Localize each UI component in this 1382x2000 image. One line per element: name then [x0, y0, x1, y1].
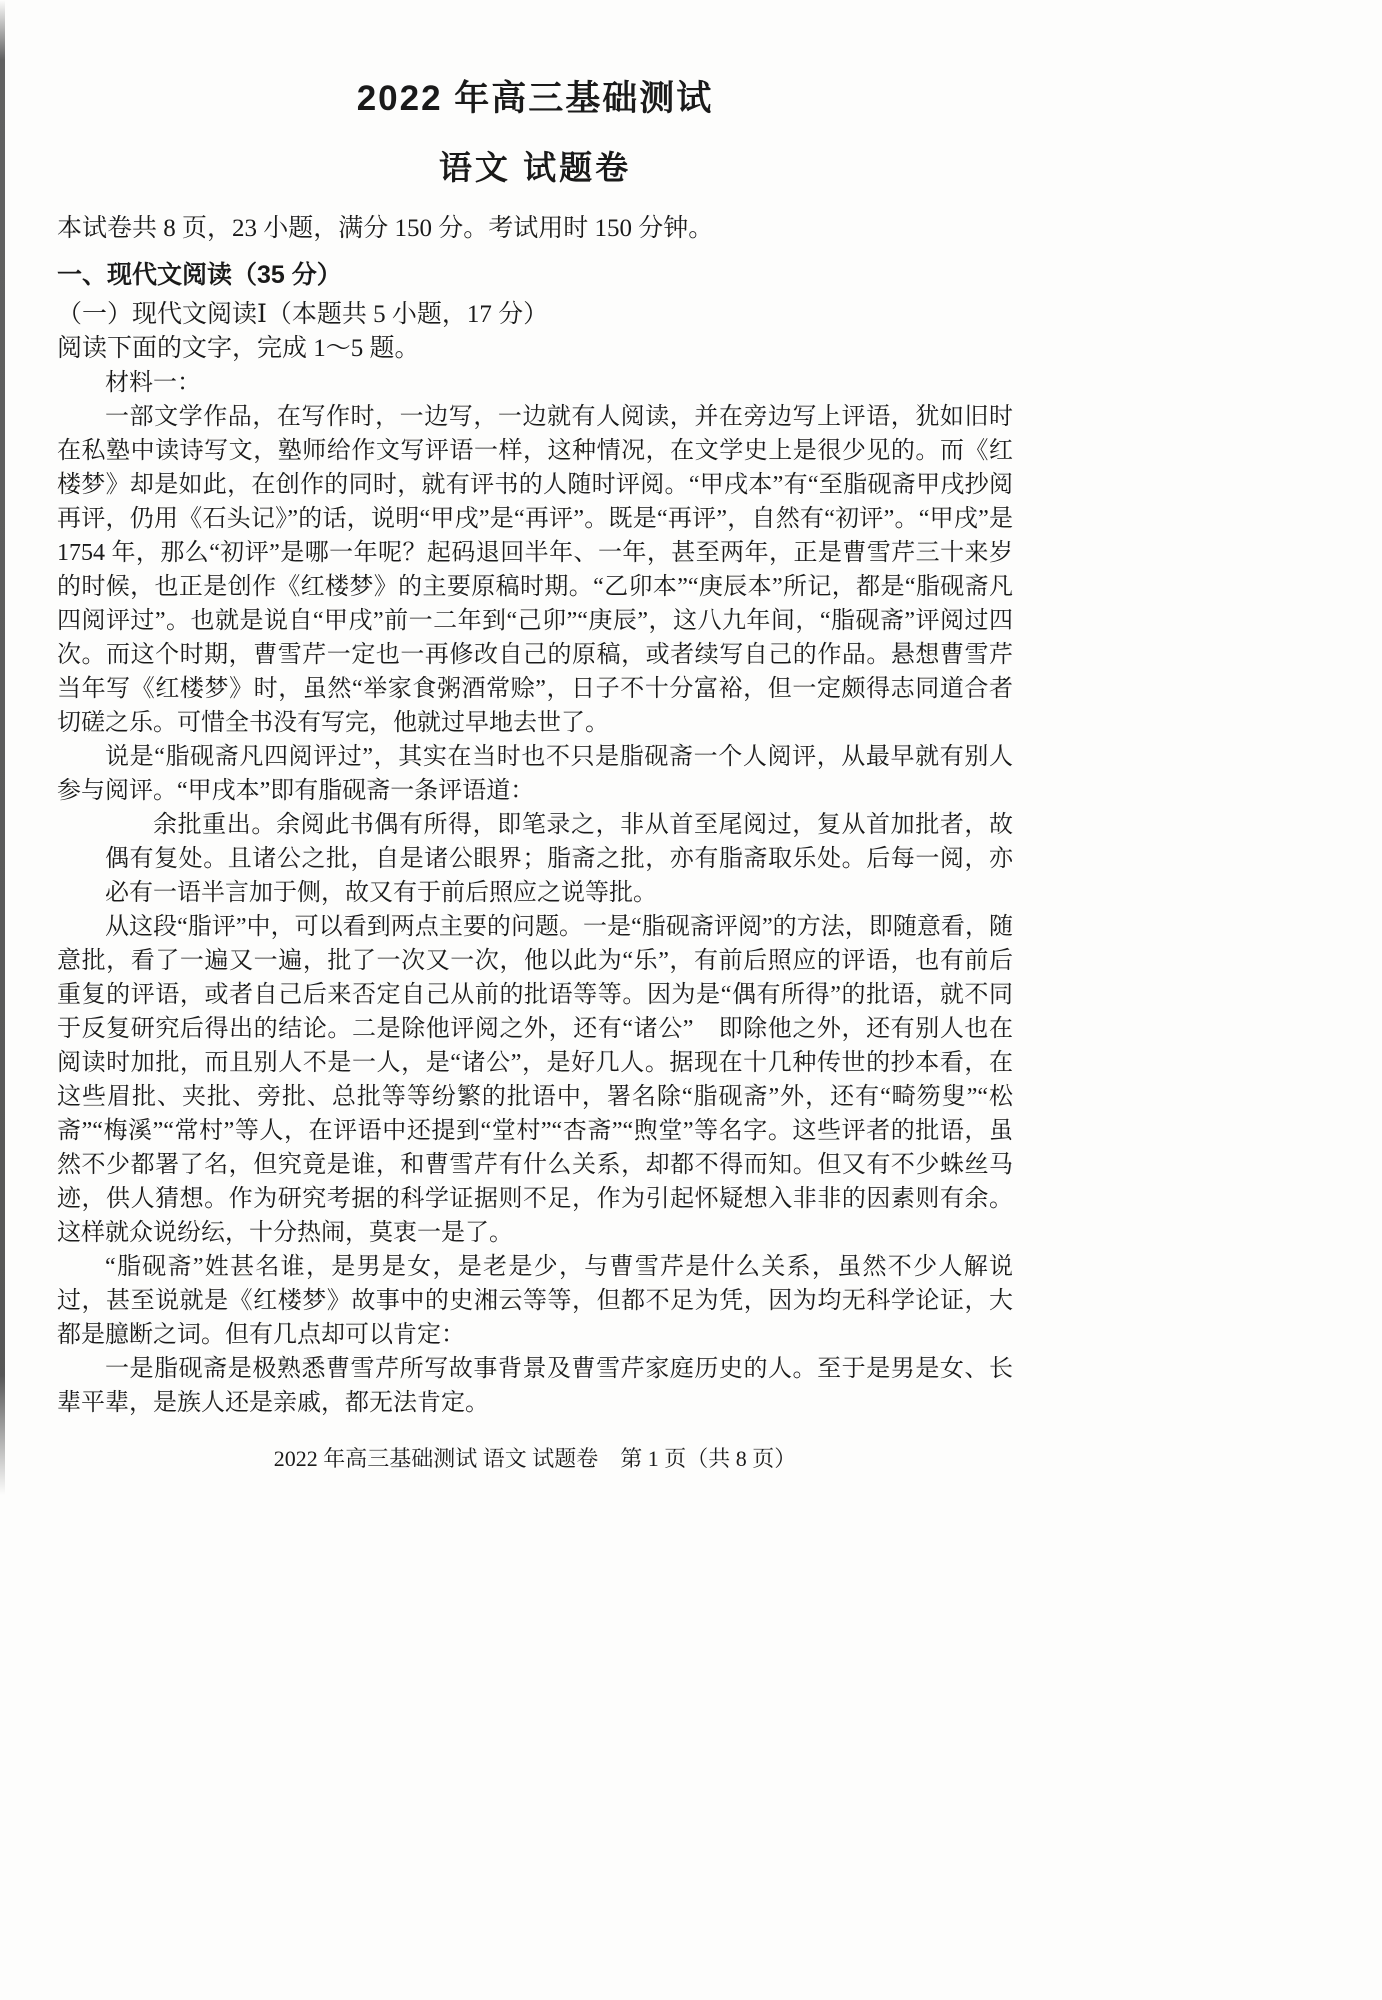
- paragraph-4: “脂砚斋”姓甚名谁，是男是女，是老是少，与曹雪芹是什么关系，虽然不少人解说过，甚至说就是《红楼梦》故事中的史湘云等等，但都不足为凭，因为均无科学论证，大都是臆断之词。但有几点却可以肯定：: [57, 1254, 1013, 1348]
- exam-info-line: 本试卷共 8 页，23 小题，满分 150 分。考试用时 150 分钟。: [57, 215, 714, 242]
- paragraph-3: 从这段“脂评”中，可以看到两点主要的问题。一是“脂砚斋评阅”的方法，即随意看，随意批，看了一遍又一遍，批了一次又一次，他以此为“乐”，有前后照应的评语，也有前后重复的评语，或者自己后来否定自己从前的批语等等。因为是“偶有所得”的批语，就不同于反复研究后得出的结论。二是除他评阅之外，还有“诸公” 即除他之外，还有别人也在阅读时加批，而且别人不是一人，是“诸公”，是好几人。据现在十几种传世的抄本看，在这些眉批、夹批、旁批、总批等等纷繁的批语中，署名除“脂砚斋”外，还有“畸笏叟”“松斋”“梅溪”“常村”等人，在评语中还提到“堂村”“杏斋”“煦堂”等名字。这些评者的批语，虽然不少都署了名，但究竟是谁，和曹雪芹有什么关系，却都不得而知。但又有不少蛛丝马迹，供人猜想。作为研究考据的科学证据则不足，作为引起怀疑想入非非的因素则有余。这样就众说纷纭，十分热闹，莫衷一是了。: [57, 914, 1013, 1246]
- commentary-quote: 余批重出。余阅此书偶有所得，即笔录之，非从首至尾阅过，复从首加批者，故偶有复处。且诸公之批，自是诸公眼界；脂斋之批，亦有脂斋取乐处。后每一阅，亦必有一语半言加于侧，故又有于前后照应之说等批。: [105, 812, 1013, 906]
- paragraph-5: 一是脂砚斋是极熟悉曹雪芹所写故事背景及曹雪芹家庭历史的人。至于是男是女、长辈平辈，是族人还是亲戚，都无法肯定。: [57, 1356, 1013, 1416]
- reading-instruction: 阅读下面的文字，完成 1～5 题。: [57, 335, 420, 362]
- section-1-heading: 一、现代文阅读（35 分）: [57, 261, 342, 289]
- page-footer: 2022 年高三基础测试 语文 试题卷 第 1 页（共 8 页）: [273, 1446, 797, 1471]
- paragraph-2: 说是“脂砚斋凡四阅评过”，其实在当时也不只是脂砚斋一个人阅评，从最早就有别人参与阅评。“甲戌本”即有脂砚斋一条评语道：: [57, 744, 1013, 804]
- scan-edge-artifact: [0, 0, 5, 1495]
- subsection-heading: （一）现代文阅读Ⅰ（本题共 5 小题，17 分）: [57, 301, 549, 328]
- material-label: 材料一：: [105, 370, 201, 396]
- exam-content: [57, 60, 1013, 1420]
- paragraph-1: 一部文学作品，在写作时，一边写，一边就有人阅读，并在旁边写上评语，犹如旧时在私塾中读诗写文，塾师给作文写评语一样，这种情况，在文学史上是很少见的。而《红楼梦》却是如此，在创作的同时，就有评书的人随时评阅。“甲戌本”有“至脂砚斋甲戌抄阅再评，仍用《石头记》”的话，说明“甲戌”是“再评”。既是“再评”，自然有“初评”。“甲戌”是 1754 年，那么“初评”是哪一年呢？起码退回半年、一年，甚至两年，正是曹雪芹三十来岁的时候，也正是创作《红楼梦》的主要原稿时期。“乙卯本”“庚辰本”所记，都是“脂砚斋凡四阅评过”。也就是说自“甲戌”前一二年到“己卯”“庚辰”，这八九年间，“脂砚斋”评阅过四次。而这个时期，曹雪芹一定也一再修改自己的原稿，或者续写自己的作品。悬想曹雪芹当年写《红楼梦》时，虽然“举家食粥酒常赊”，日子不十分富裕，但一定颇得志同道合者切磋之乐。可惜全书没有写完，他就过早地去世了。: [57, 404, 1013, 736]
- exam-subtitle: 语文 试题卷: [438, 149, 632, 186]
- exam-title: 2022 年高三基础测试: [356, 79, 714, 118]
